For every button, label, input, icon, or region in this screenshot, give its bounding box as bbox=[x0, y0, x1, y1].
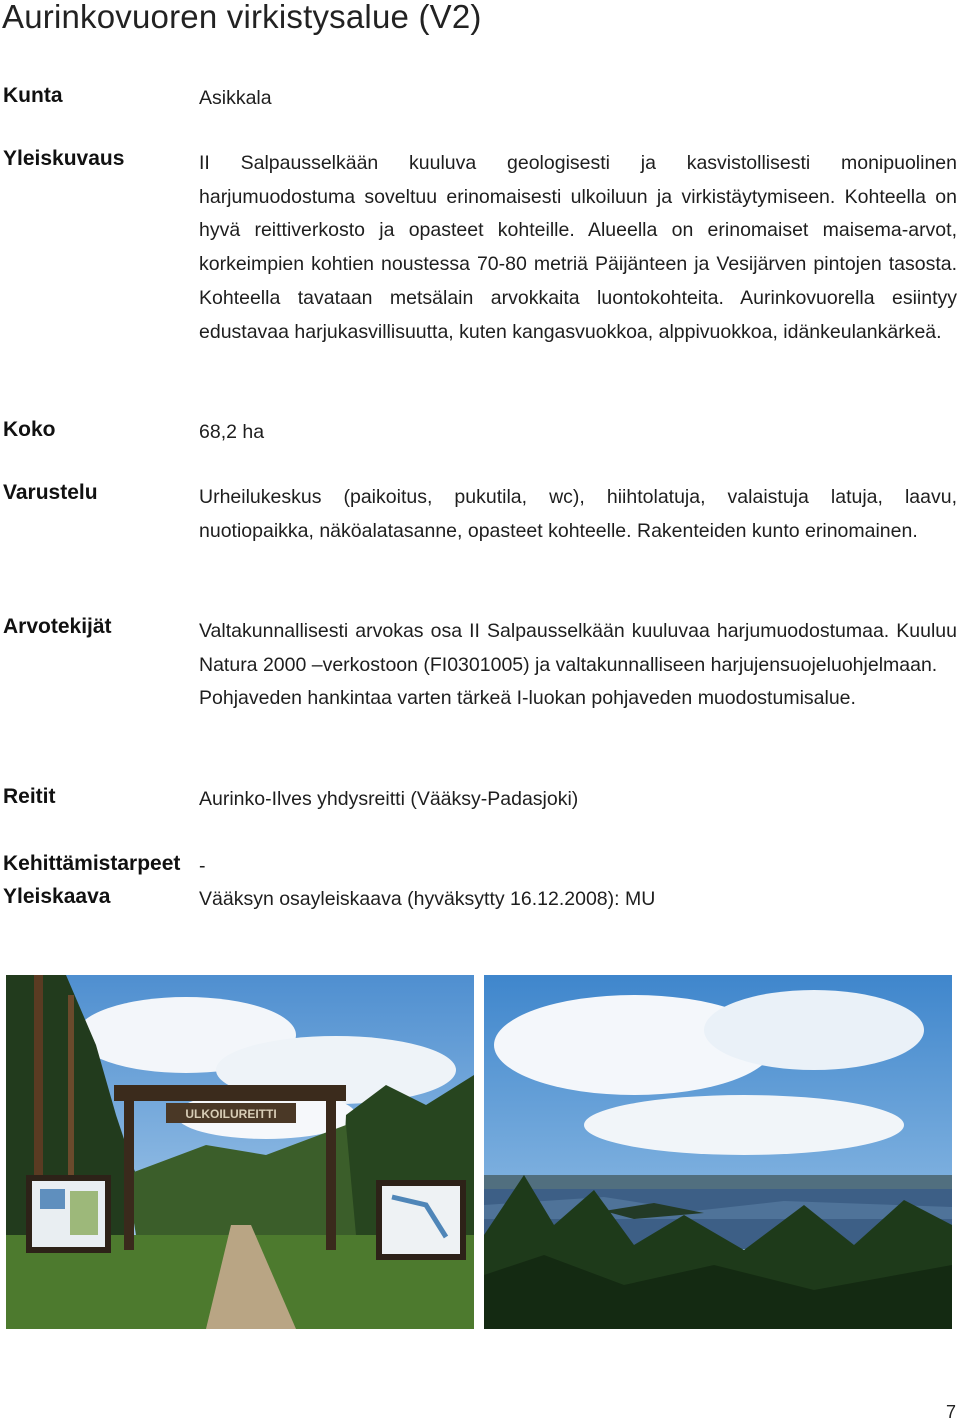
field-value: 68,2 ha bbox=[199, 421, 265, 443]
field-label: Kunta bbox=[3, 84, 63, 107]
value-paragraph: Pohjaveden hankintaa varten tärkeä I-luokan pohjaveden muodostumisalue. bbox=[199, 687, 856, 710]
field-label: Arvotekijät bbox=[3, 615, 112, 638]
gate-sign-text: ULKOILUREITTI bbox=[185, 1107, 277, 1121]
field-value: Asikkala bbox=[199, 87, 272, 109]
field-value bbox=[199, 615, 957, 716]
field-label: Reitit bbox=[3, 785, 56, 808]
field-label: Varustelu bbox=[3, 481, 98, 504]
field-value: Vääksyn osayleiskaava (hyväksytty 16.12.2008): MU bbox=[199, 888, 656, 910]
field-label: Yleiskaava bbox=[3, 885, 111, 908]
page-number: 7 bbox=[945, 1402, 956, 1422]
field-label: Yleiskuvaus bbox=[3, 147, 125, 170]
photo-lake-view bbox=[484, 975, 952, 1329]
page-title: Aurinkovuoren virkistysalue (V2) bbox=[2, 0, 482, 35]
field-value: - bbox=[199, 855, 206, 877]
photo-trail-entrance bbox=[6, 975, 474, 1329]
field-label: Koko bbox=[3, 418, 56, 441]
field-label: Kehittämistarpeet bbox=[3, 852, 181, 875]
field-value: Urheilukeskus (paikoitus, pukutila, wc), hiihtolatuja, valaistuja latuja, laavu, nuotiopaikka, näköalatasanne, opasteet kohteelle. Rakenteiden kunto erinomainen. bbox=[199, 486, 957, 542]
field-value: Aurinko-Ilves yhdysreitti (Vääksy-Padasjoki) bbox=[199, 788, 579, 810]
value-paragraph: Valtakunnallisesti arvokas osa II Salpausselkään kuuluvaa harjumuodostumaa. Kuuluu Natura 2000 –verkostoon (FI0301005) ja valtakunnalliseen harjujensuojeluohjelmaan. bbox=[199, 620, 957, 676]
field-value: II Salpausselkään kuuluva geologisesti ja kasvistollisesti monipuolinen harjumuodostuma soveltuu erinomaisesti ulkoiluun ja virkistäytymiseen. Kohteella on hyvä reittiverkosto ja opasteet kohteille. Alueella on erinomaiset maisema-arvot, korkeimpien kohtien noustessa 70-80 metriä Päijänteen ja Vesijärven pintojen tasosta. Kohteella tavataan metsälain arvokkaita luontokohteita. Aurinkovuorella esiintyy edustavaa harjukasvillisuutta, kuten kangasvuokkoa, alppivuokkoa, idänkeulankärkeä. bbox=[199, 152, 957, 343]
